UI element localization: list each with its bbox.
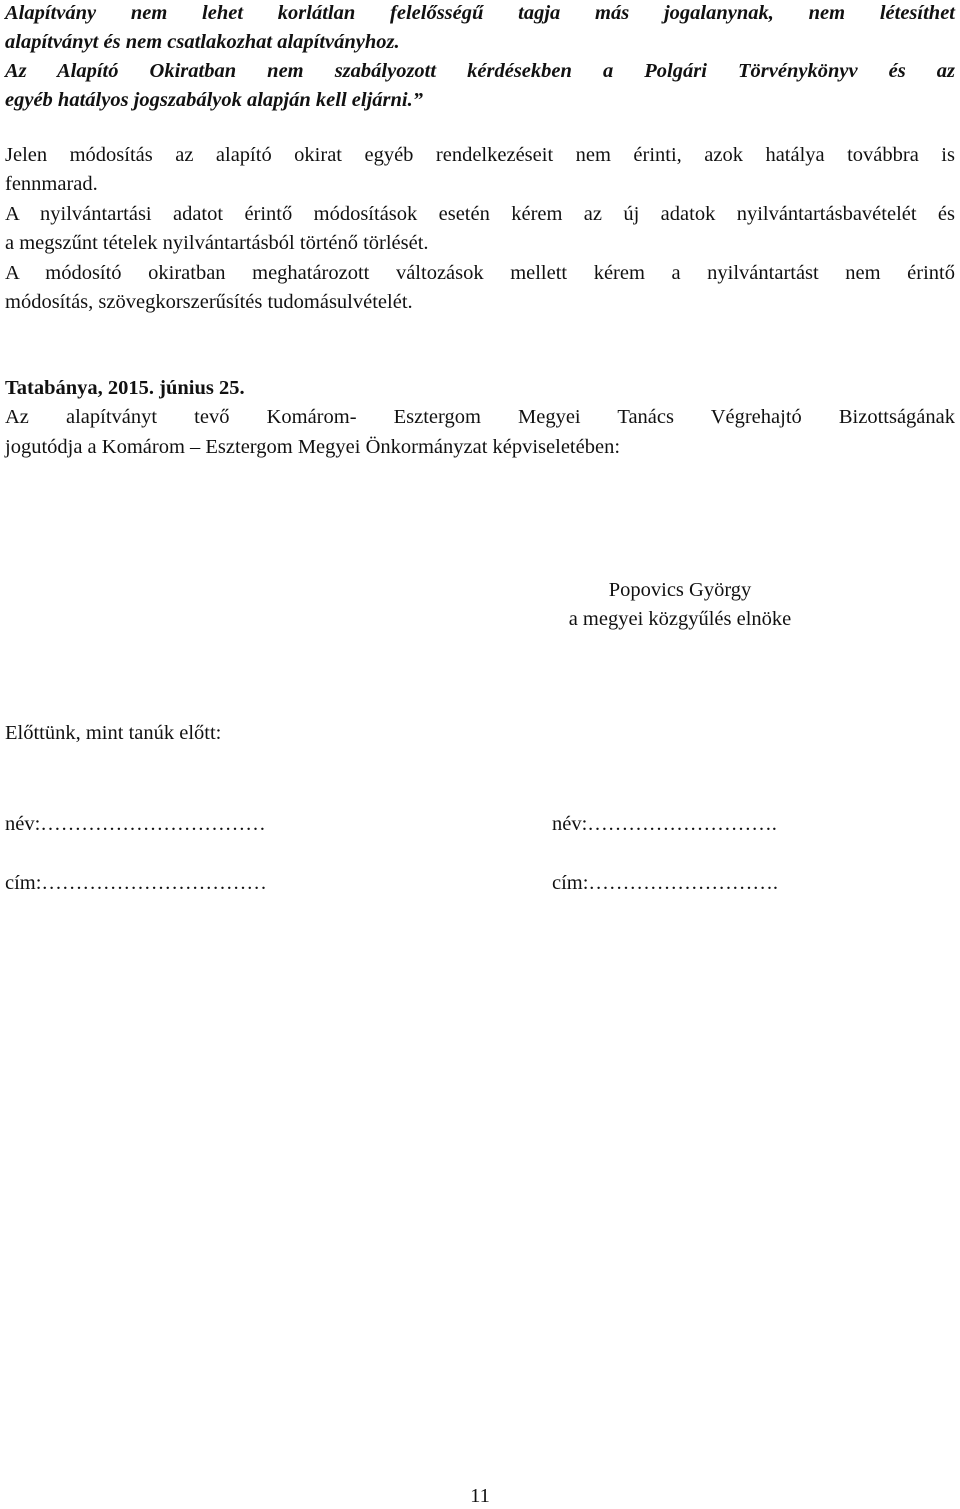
body-line-3: A nyilvántartási adatot érintő módosítások esetén kérem az új adatok nyilvántartásbavételét és	[5, 203, 955, 225]
body-line-6: módosítás, szövegkorszerűsítés tudomásulvételét.	[5, 291, 413, 313]
body-line-4: a megszűnt tételek nyilvántartásból történő törlését.	[5, 232, 429, 254]
body-line-2: fennmarad.	[5, 173, 98, 195]
page-number: 11	[470, 1485, 490, 1507]
body-line-5: A módosító okiratban meghatározott változások mellett kérem a nyilvántartást nem érintő	[5, 262, 955, 284]
founder-line-1: Az alapítványt tevő Komárom- Esztergom Megyei Tanács Végrehajtó Bizottságának	[5, 406, 955, 428]
signatory-name: Popovics György	[608, 579, 752, 601]
witness-left-name-field: név:……………………………	[5, 813, 266, 835]
witness-heading: Előttünk, mint tanúk előtt:	[5, 722, 222, 744]
date-line: Tatabánya, 2015. június 25.	[5, 377, 245, 399]
quote-line-4: egyéb hatályos jogszabályok alapján kell eljárni.”	[5, 89, 423, 111]
quote-line-1: Alapítvány nem lehet korlátlan felelősségű tagja más jogalanynak, nem létesíthet	[5, 2, 955, 24]
signatory-title: a megyei közgyűlés elnöke	[568, 608, 792, 630]
founder-line-2: jogutódja a Komárom – Esztergom Megyei Önkormányzat képviseletében:	[5, 436, 621, 458]
witness-right-name-field: név:……………………….	[552, 813, 777, 835]
quote-line-3: Az Alapító Okiratban nem szabályozott kérdésekben a Polgári Törvénykönyv és az	[5, 60, 955, 82]
quote-line-2: alapítványt és nem csatlakozhat alapítványhoz.	[5, 31, 400, 53]
witness-right-address-field: cím:……………………….	[552, 872, 779, 894]
witness-left-address-field: cím:……………………………	[5, 872, 267, 894]
body-line-1: Jelen módosítás az alapító okirat egyéb rendelkezéseit nem érinti, azok hatálya továbbra is	[5, 144, 955, 166]
